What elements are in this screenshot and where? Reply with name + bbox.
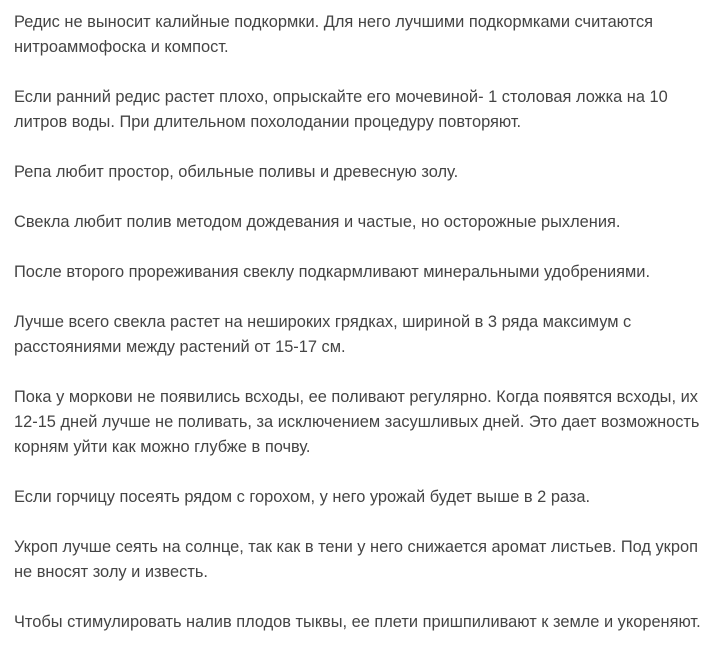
paragraph-mustard	[14, 485, 719, 510]
paragraph-dill	[14, 535, 719, 585]
text-line: расстояниями между растений от 15-17 см.	[14, 338, 346, 356]
text-line: Если горчицу посеять рядом с горохом, у него урожай будет выше в 2 раза.	[14, 488, 591, 506]
text-line: Чтобы стимулировать налив плодов тыквы, ее плети пришпиливают к земле и укореняют.	[14, 613, 701, 631]
paragraph-carrot	[14, 385, 719, 460]
paragraph-beet-beds	[14, 310, 719, 360]
text-line: Лучше всего свекла растет на нешироких грядках, шириной в 3 ряда максимум с	[14, 313, 632, 331]
paragraph-radish-fertilizer	[14, 10, 719, 60]
text-line: После второго прореживания свеклу подкармливают минеральными удобрениями.	[14, 263, 651, 281]
paragraph-radish-urea	[14, 85, 719, 135]
text-line: литров воды. При длительном похолодании процедуру повторяют.	[14, 113, 522, 131]
paragraph-beet-fertilizing	[14, 260, 719, 285]
text-line: Репа любит простор, обильные поливы и древесную золу.	[14, 163, 459, 181]
paragraph-turnip	[14, 160, 719, 185]
text-line: Укроп лучше сеять на солнце, так как в тени у него снижается аромат листьев. Под укроп	[14, 538, 698, 556]
paragraph-beet-watering	[14, 210, 719, 235]
text-line: Если ранний редис растет плохо, опрыскайте его мочевиной- 1 столовая ложка на 10	[14, 88, 668, 106]
paragraph-pumpkin	[14, 610, 719, 635]
text-line: Редис не выносит калийные подкормки. Для него лучшими подкормками считаются	[14, 13, 654, 31]
text-line: Свекла любит полив методом дождевания и частые, но осторожные рыхления.	[14, 213, 621, 231]
text-line: Пока у моркови не появились всходы, ее поливают регулярно. Когда появятся всходы, их	[14, 388, 698, 406]
text-line: не вносят золу и известь.	[14, 563, 208, 581]
text-line: 12-15 дней лучше не поливать, за исключением засушливых дней. Это дает возможность	[14, 413, 700, 431]
text-line: нитроаммофоска и компост.	[14, 38, 229, 56]
text-line: корням уйти как можно глубже в почву.	[14, 438, 311, 456]
